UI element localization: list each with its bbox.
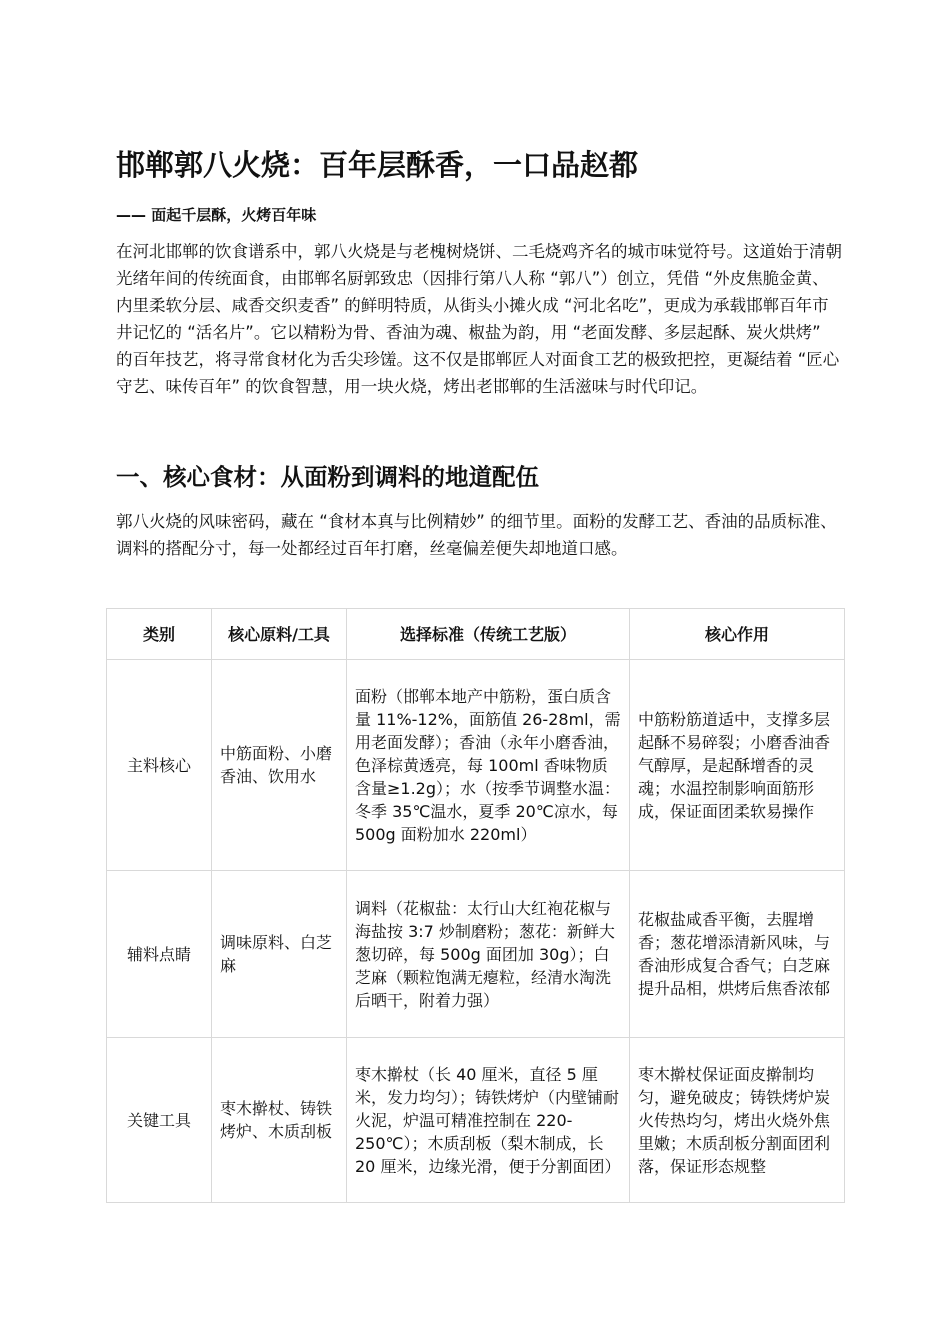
cell-category: 主料核心 [107, 660, 212, 871]
page-title: 邯郸郭八火烧：百年层酥香，一口品赵都 [116, 148, 639, 182]
section-paragraph-ingredients: 郭八火烧的风味密码，藏在 “食材本真与比例精妙” 的细节里。面粉的发酵工艺、香油的品质标准、调料的搭配分寸，每一处都经过百年打磨，丝毫偏差便失却地道口感。 [116, 512, 837, 558]
cell-standard: 面粉（邯郸本地产中筋粉，蛋白质含量 11%-12%，面筋值 26-28ml，需用老面发酵）；香油（永年小磨香油，色泽棕黄透亮，每 100ml 香味物质含量≥1.2g）；水（按季节调整水温：冬季 35℃温水，夏季 20℃凉水，每 500g 面粉加水 220ml） [347, 660, 630, 871]
cell-category: 关键工具 [107, 1038, 212, 1203]
cell-category: 辅料点睛 [107, 871, 212, 1038]
cell-effect: 花椒盐咸香平衡，去腥增香；葱花增添清新风味，与香油形成复合香气；白芝麻提升品相，烘烤后焦香浓郁 [630, 871, 845, 1038]
table-row [107, 871, 845, 1038]
ingredients-table [106, 608, 845, 1203]
table-header-row [107, 609, 845, 660]
column-header-category: 类别 [107, 609, 212, 660]
table-row [107, 660, 845, 871]
column-header-materials: 核心原料/工具 [212, 609, 347, 660]
cell-standard: 调料（花椒盐：太行山大红袍花椒与海盐按 3:7 炒制磨粉；葱花：新鲜大葱切碎，每 500g 面团加 30g）；白芝麻（颗粒饱满无瘪粒，经清水淘洗后晒干，附着力强） [347, 871, 630, 1038]
cell-effect: 中筋粉筋道适中，支撑多层起酥不易碎裂；小磨香油香气醇厚，是起酥增香的灵魂；水温控制影响面筋形成，保证面团柔软易操作 [630, 660, 845, 871]
intro-paragraph: 在河北邯郸的饮食谱系中，郭八火烧是与老槐树烧饼、二毛烧鸡齐名的城市味觉符号。这道始于清朝光绪年间的传统面食，由邯郸名厨郭致忠（因排行第八人称 “郭八”）创立，凭借 “外皮焦脆金黄、内里柔软分层、咸香交织麦香” 的鲜明特质，从街头小摊火成 “河北名吃”，更成为承载邯郸百年市井记忆的 “活名片”。它以精粉为骨、香油为魂、椒盐为韵，用 “老面发酵、多层起酥、炭火烘烤” 的百年技艺，将寻常食材化为舌尖珍馐。这不仅是邯郸匠人对面食工艺的极致把控，更凝结着 “匠心守艺、味传百年” 的饮食智慧，用一块火烧，烤出老邯郸的生活滋味与时代印记。 [116, 242, 842, 396]
cell-standard: 枣木擀杖（长 40 厘米，直径 5 厘米，发力均匀）；铸铁烤炉（内壁铺耐火泥，炉温可精准控制在 220-250℃）；木质刮板（梨木制成，长 20 厘米，边缘光滑，便于分割面团） [347, 1038, 630, 1203]
cell-effect: 枣木擀杖保证面皮擀制均匀，避免破皮；铸铁烤炉炭火传热均匀，烤出火烧外焦里嫩；木质刮板分割面团利落，保证形态规整 [630, 1038, 845, 1203]
table-row [107, 1038, 845, 1203]
column-header-standard: 选择标准（传统工艺版） [347, 609, 630, 660]
cell-materials: 中筋面粉、小磨香油、饮用水 [212, 660, 347, 871]
cell-materials: 枣木擀杖、铸铁烤炉、木质刮板 [212, 1038, 347, 1203]
page-subtitle: —— 面起千层酥，火烤百年味 [116, 206, 317, 224]
section-heading-ingredients: 一、核心食材：从面粉到调料的地道配伍 [116, 463, 539, 491]
column-header-effect: 核心作用 [630, 609, 845, 660]
cell-materials: 调味原料、白芝麻 [212, 871, 347, 1038]
